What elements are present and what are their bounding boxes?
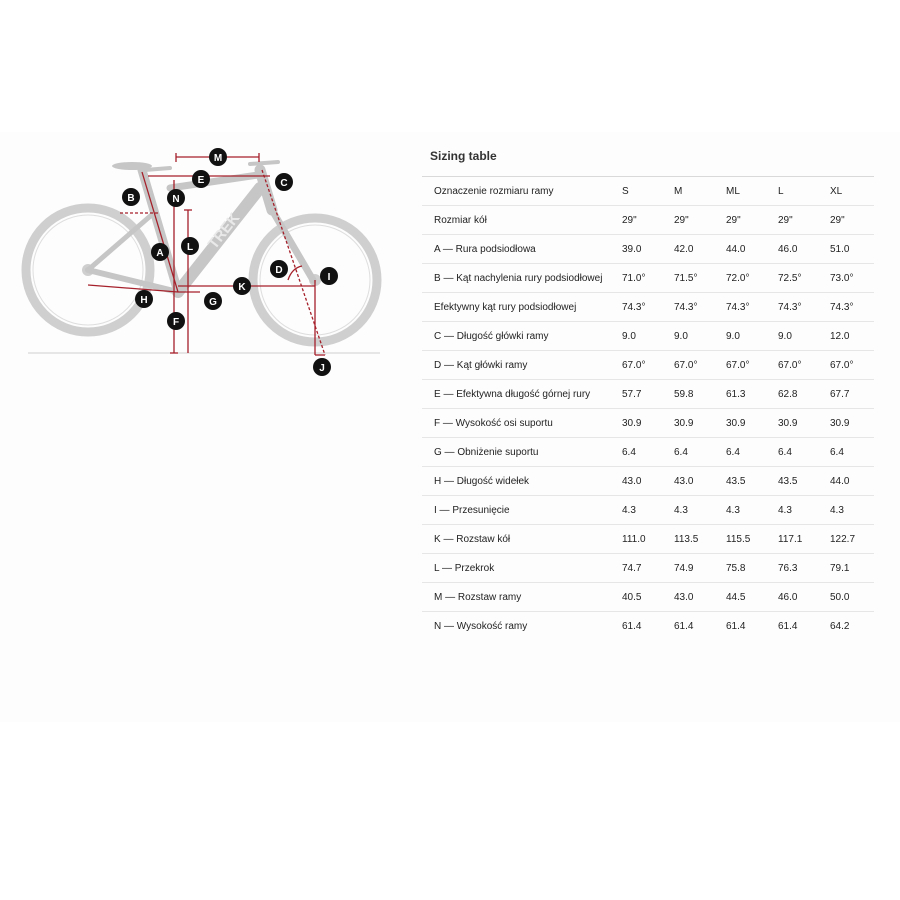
bike-geometry-svg bbox=[20, 140, 390, 385]
table-row bbox=[422, 554, 874, 583]
table-row bbox=[422, 438, 874, 467]
value-cell: 4.3 bbox=[778, 504, 792, 516]
value-cell: 61.4 bbox=[778, 620, 798, 632]
value-cell: 75.8 bbox=[726, 562, 746, 574]
value-cell: 122.7 bbox=[830, 533, 856, 545]
value-cell: 39.0 bbox=[622, 243, 642, 255]
value-cell: 67.0° bbox=[674, 359, 698, 371]
value-cell: 74.3° bbox=[726, 301, 750, 313]
frame-brand-text: TREK bbox=[204, 209, 244, 253]
value-cell: 61.4 bbox=[674, 620, 694, 632]
row-label-cell: Efektywny kąt rury podsiodłowej bbox=[434, 301, 577, 313]
value-cell: 6.4 bbox=[622, 446, 636, 458]
svg-text:K: K bbox=[238, 282, 246, 293]
marker-G bbox=[204, 292, 222, 310]
svg-text:L: L bbox=[186, 242, 194, 253]
marker-E bbox=[192, 170, 210, 188]
marker-L bbox=[181, 237, 199, 255]
value-cell: 67.0° bbox=[778, 359, 802, 371]
value-cell: 74.3° bbox=[674, 301, 698, 313]
value-cell: 29" bbox=[622, 214, 637, 226]
value-cell: 9.0 bbox=[726, 330, 740, 342]
value-cell: 6.4 bbox=[726, 446, 740, 458]
table-row bbox=[422, 351, 874, 380]
header-label-cell: Oznaczenie rozmiaru ramy bbox=[434, 185, 554, 197]
value-cell: 46.0 bbox=[778, 243, 798, 255]
value-cell: 71.5° bbox=[674, 272, 698, 284]
saddle bbox=[112, 162, 152, 170]
marker-M bbox=[209, 148, 227, 166]
value-cell: 73.0° bbox=[830, 272, 854, 284]
value-cell: 61.4 bbox=[726, 620, 746, 632]
value-cell: 67.0° bbox=[830, 359, 854, 371]
svg-text:A: A bbox=[156, 248, 164, 259]
value-cell: 46.0 bbox=[778, 591, 798, 603]
value-cell: 74.9 bbox=[674, 562, 694, 574]
value-cell: 43.5 bbox=[726, 475, 746, 487]
value-cell: 29" bbox=[778, 214, 793, 226]
row-label-cell: Rozmiar kół bbox=[434, 214, 487, 226]
value-cell: 115.5 bbox=[726, 533, 751, 545]
value-cell: 9.0 bbox=[622, 330, 636, 342]
sizing-table-section bbox=[422, 147, 874, 641]
svg-text:G: G bbox=[209, 297, 217, 308]
value-cell: 79.1 bbox=[830, 562, 850, 574]
value-cell: 74.3° bbox=[830, 301, 854, 313]
value-cell: 113.5 bbox=[674, 533, 699, 545]
value-cell: 51.0 bbox=[830, 243, 850, 255]
value-cell: 74.7 bbox=[622, 562, 642, 574]
row-label-cell: M — Rozstaw ramy bbox=[434, 591, 522, 603]
value-cell: 67.7 bbox=[830, 388, 850, 400]
value-cell: 72.5° bbox=[778, 272, 802, 284]
table-row bbox=[422, 380, 874, 409]
table-title: Sizing table bbox=[430, 149, 497, 163]
svg-text:N: N bbox=[172, 194, 180, 205]
value-cell: 4.3 bbox=[726, 504, 740, 516]
marker-K bbox=[233, 277, 251, 295]
value-cell: 12.0 bbox=[830, 330, 850, 342]
row-label-cell: H — Długość widełek bbox=[434, 475, 530, 487]
svg-text:B: B bbox=[127, 193, 135, 204]
sizing-table-body bbox=[422, 177, 874, 641]
value-cell: 29" bbox=[830, 214, 845, 226]
header-size-cell: L bbox=[778, 185, 784, 197]
value-cell: 29" bbox=[674, 214, 689, 226]
value-cell: 4.3 bbox=[674, 504, 688, 516]
value-cell: 43.0 bbox=[674, 591, 694, 603]
value-cell: 64.2 bbox=[830, 620, 850, 632]
value-cell: 40.5 bbox=[622, 591, 642, 603]
header-size-cell: XL bbox=[830, 185, 843, 197]
value-cell: 30.9 bbox=[778, 417, 798, 429]
sizing-table bbox=[422, 176, 874, 641]
table-row bbox=[422, 322, 874, 351]
value-cell: 50.0 bbox=[830, 591, 850, 603]
value-cell: 44.0 bbox=[830, 475, 850, 487]
row-label-cell: K — Rozstaw kół bbox=[434, 533, 511, 545]
value-cell: 4.3 bbox=[622, 504, 636, 516]
svg-text:H: H bbox=[140, 295, 148, 306]
header-size-cell: ML bbox=[726, 185, 740, 197]
row-label-cell: A — Rura podsiodłowa bbox=[434, 243, 536, 255]
bike-geometry-diagram bbox=[20, 140, 390, 385]
row-label-cell: B — Kąt nachylenia rury podsiodłowej bbox=[434, 272, 603, 284]
value-cell: 111.0 bbox=[622, 533, 646, 545]
table-row bbox=[422, 496, 874, 525]
value-cell: 9.0 bbox=[778, 330, 792, 342]
value-cell: 30.9 bbox=[622, 417, 642, 429]
header-size-cell: M bbox=[674, 185, 683, 197]
svg-text:D: D bbox=[275, 265, 283, 276]
table-row bbox=[422, 583, 874, 612]
value-cell: 9.0 bbox=[674, 330, 688, 342]
row-label-cell: C — Długość główki ramy bbox=[434, 330, 549, 342]
table-row bbox=[422, 612, 874, 641]
svg-text:I: I bbox=[327, 272, 331, 283]
row-label-cell: E — Efektywna długość górnej rury bbox=[434, 388, 591, 400]
value-cell: 57.7 bbox=[622, 388, 642, 400]
row-label-cell: D — Kąt główki ramy bbox=[434, 359, 528, 371]
value-cell: 76.3 bbox=[778, 562, 798, 574]
value-cell: 30.9 bbox=[726, 417, 746, 429]
marker-H bbox=[135, 290, 153, 308]
table-row bbox=[422, 409, 874, 438]
table-row bbox=[422, 264, 874, 293]
row-label-cell: F — Wysokość osi suportu bbox=[434, 417, 553, 429]
marker-N bbox=[167, 189, 185, 207]
value-cell: 43.5 bbox=[778, 475, 798, 487]
value-cell: 71.0° bbox=[622, 272, 646, 284]
value-cell: 61.4 bbox=[622, 620, 642, 632]
svg-text:J: J bbox=[319, 363, 325, 374]
marker-B bbox=[122, 188, 140, 206]
table-row bbox=[422, 206, 874, 235]
value-cell: 43.0 bbox=[674, 475, 694, 487]
row-label-cell: L — Przekrok bbox=[434, 562, 495, 574]
value-cell: 4.3 bbox=[830, 504, 844, 516]
value-cell: 6.4 bbox=[674, 446, 688, 458]
marker-A bbox=[151, 243, 169, 261]
value-cell: 29" bbox=[726, 214, 741, 226]
value-cell: 67.0° bbox=[726, 359, 750, 371]
value-cell: 44.5 bbox=[726, 591, 746, 603]
table-row bbox=[422, 525, 874, 554]
marker-I bbox=[320, 267, 338, 285]
value-cell: 59.8 bbox=[674, 388, 694, 400]
value-cell: 30.9 bbox=[674, 417, 694, 429]
row-label-cell: G — Obniżenie suportu bbox=[434, 446, 539, 458]
table-header-row bbox=[422, 177, 874, 206]
value-cell: 61.3 bbox=[726, 388, 746, 400]
value-cell: 6.4 bbox=[830, 446, 844, 458]
marker-C bbox=[275, 173, 293, 191]
value-cell: 74.3° bbox=[622, 301, 646, 313]
row-label-cell: I — Przesunięcie bbox=[434, 504, 510, 516]
header-size-cell: S bbox=[622, 185, 629, 197]
value-cell: 6.4 bbox=[778, 446, 792, 458]
value-cell: 117.1 bbox=[778, 533, 803, 545]
value-cell: 42.0 bbox=[674, 243, 694, 255]
marker-D bbox=[270, 260, 288, 278]
value-cell: 74.3° bbox=[778, 301, 802, 313]
value-cell: 44.0 bbox=[726, 243, 746, 255]
table-row bbox=[422, 235, 874, 264]
row-label-cell: N — Wysokość ramy bbox=[434, 620, 528, 632]
value-cell: 72.0° bbox=[726, 272, 750, 284]
svg-text:M: M bbox=[213, 153, 223, 164]
value-cell: 67.0° bbox=[622, 359, 646, 371]
marker-J bbox=[313, 358, 331, 376]
svg-text:C: C bbox=[280, 178, 288, 189]
svg-text:F: F bbox=[172, 317, 180, 328]
marker-F bbox=[167, 312, 185, 330]
value-cell: 30.9 bbox=[830, 417, 850, 429]
value-cell: 43.0 bbox=[622, 475, 642, 487]
table-row bbox=[422, 293, 874, 322]
svg-text:E: E bbox=[197, 175, 205, 186]
table-row bbox=[422, 467, 874, 496]
value-cell: 62.8 bbox=[778, 388, 798, 400]
